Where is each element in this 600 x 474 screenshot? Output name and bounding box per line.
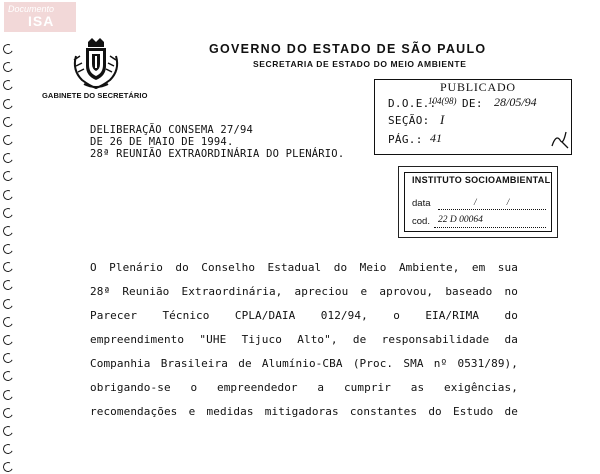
pag-value: 41 [430, 131, 442, 145]
isa-data-label: data [412, 198, 431, 209]
isa-data-value: / / [474, 197, 524, 207]
secao-label: SEÇÃO: [388, 114, 430, 127]
doe-label: D.O.E.: [388, 97, 437, 110]
initials-signature-icon [548, 124, 572, 152]
body-line: obrigando-se o empreendedor a cumprir as exigências, [90, 381, 518, 394]
doe-value: 104(98) [428, 96, 457, 106]
pag-label: PÁG.: [388, 133, 423, 146]
body-line: recomendações e medidas mitigadoras constantes do Estudo de [90, 405, 518, 418]
body-line: O Plenário do Conselho Estadual do Meio Ambiente, em sua [90, 261, 518, 274]
deliberation-meeting: 28ª REUNIÃO EXTRAORDINÁRIA DO PLENÁRIO. [90, 148, 345, 160]
de-value: 28/05/94 [494, 95, 537, 109]
isa-stamp-title: INSTITUTO SOCIOAMBIENTAL [412, 175, 551, 185]
binding-holes [3, 44, 17, 430]
watermark-logo-text: ISA [28, 13, 55, 29]
secretariat-subtitle: SECRETARIA DE ESTADO DO MEIO AMBIENTE [253, 59, 467, 69]
body-line: empreendimento "UHE Tijuco Alto", de responsabilidade da [90, 333, 518, 346]
isa-cod-label: cod. [412, 216, 430, 227]
watermark-text: Documento [8, 4, 55, 14]
de-label: DE: [462, 97, 483, 110]
body-line: Parecer Técnico CPLA/DAIA 012/94, o EIA/RIMA do [90, 309, 518, 322]
isa-cod-value: 22 D 00064 [438, 215, 483, 225]
isa-data-line [438, 209, 546, 210]
secao-value: I [440, 112, 445, 127]
office-label: GABINETE DO SECRETÁRIO [42, 91, 148, 100]
deliberation-number: DELIBERAÇÃO CONSEMA 27/94 [90, 124, 254, 136]
coat-of-arms-icon [70, 36, 122, 94]
publication-stamp-title: PUBLICADO [440, 80, 516, 94]
isa-cod-line [434, 227, 546, 228]
government-title: GOVERNO DO ESTADO DE SÃO PAULO [209, 42, 487, 56]
body-line: Companhia Brasileira de Alumínio-CBA (Proc. SMA nº 0531/89), [90, 357, 518, 370]
deliberation-date: DE 26 DE MAIO DE 1994. [90, 136, 234, 148]
body-line: 28ª Reunião Extraordinária, apreciou e aprovou, baseado no [90, 285, 518, 298]
